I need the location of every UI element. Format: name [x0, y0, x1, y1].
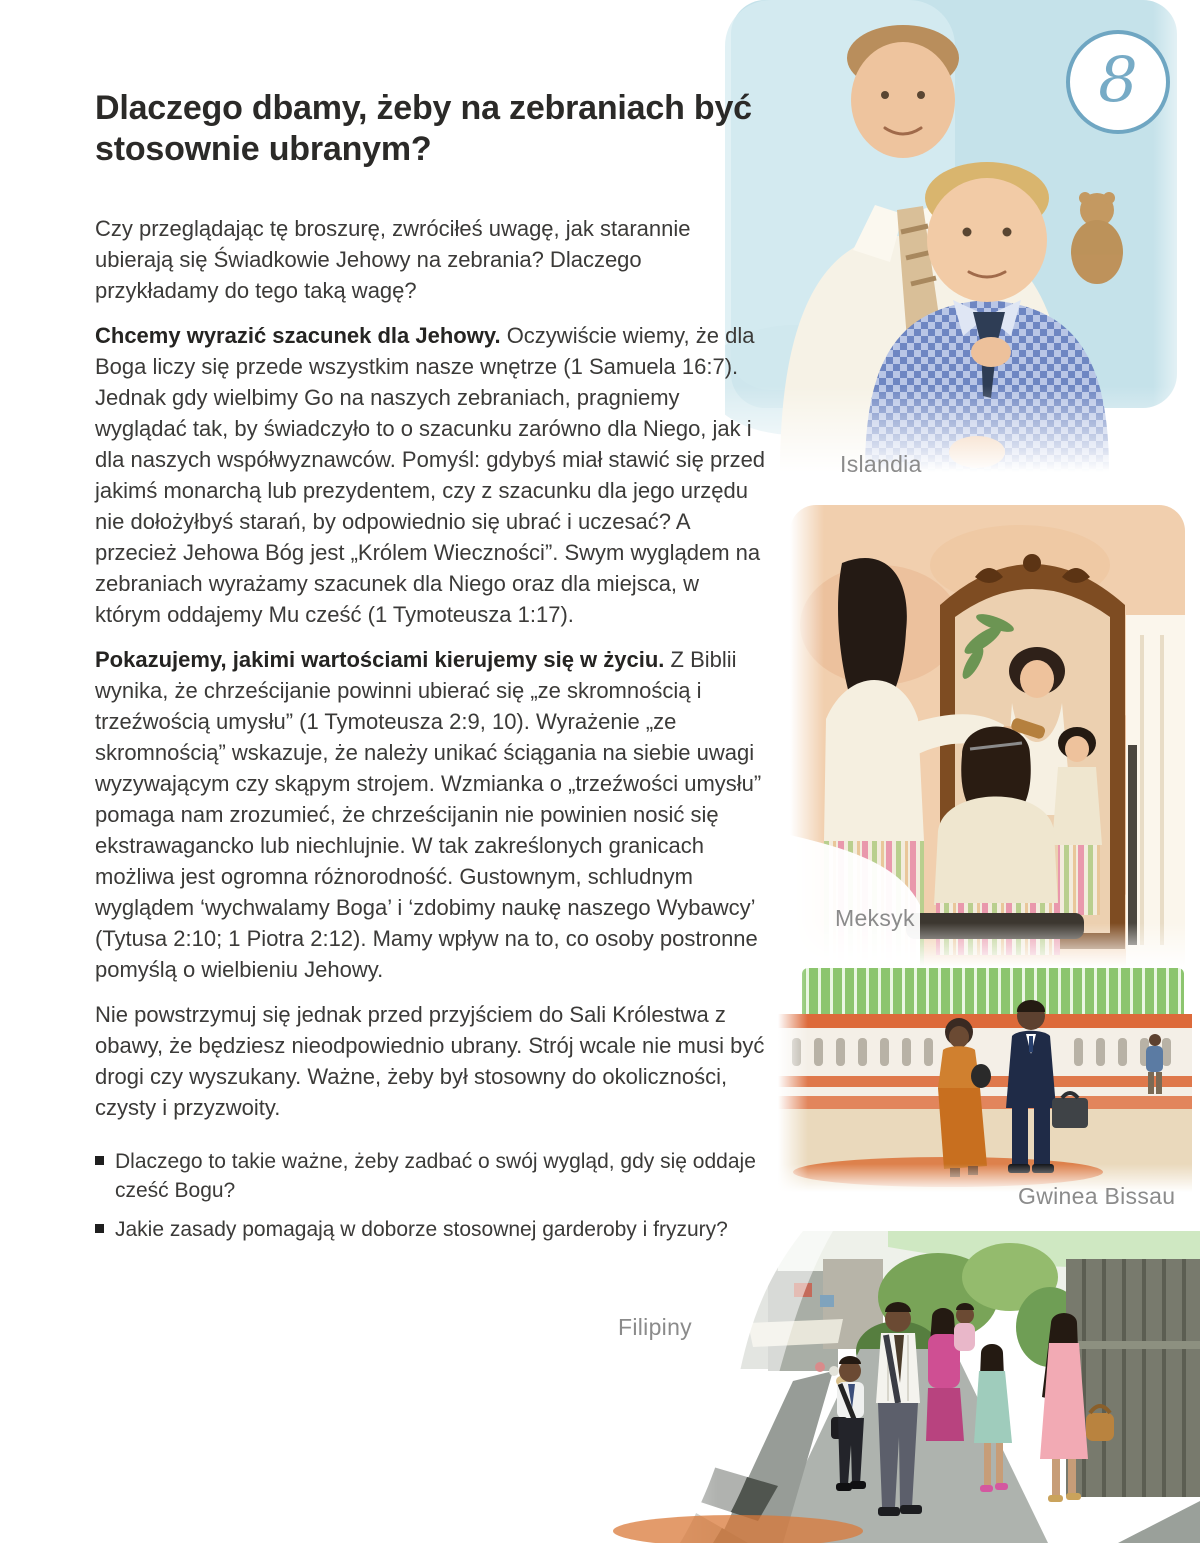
photo-filipiny — [598, 1231, 1200, 1543]
paragraph-encouragement — [95, 999, 767, 1123]
review-questions — [95, 1147, 767, 1244]
paragraph-text: Oczywiście wiemy, że dla Boga liczy się przede wszystkim nasze wnętrze (1 Samuela 16:7). Jednak gdy wielbimy Go na naszych zebraniach, pragniemy wyglądać tak, by świadczyło to o szacunku zarówno dla Niego, jak i dla naszych współwyznawców. Pomyśl: gdybyś miał stawić się przed jakimś monarchą lub prezydentem, czy z szacunku dla jego urzędu nie dołożyłbyś starań, by odpowiednio się ubrać i uczesać? A przecież Jehowa Bóg jest „Królem Wieczności”. Swym wyglądem na zebraniach wyrażamy szacunek dla Niego oraz dla miejsca, w którym oddajemy Mu cześć (1 Tymoteusza 1:17). — [95, 322, 766, 627]
review-question — [95, 1215, 767, 1244]
paragraph-text: Z Biblii wynika, że chrześcijanie powinni ubierać się „ze skromnością i trzeźwością umysłu” (1 Tymoteusza 2:9, 10). Wyrażenie „ze skromnością” wskazuje, że należy unikać ściągania na siebie uwagi wyzywającym czy skąpym strojem. Wzmianka o „trzeźwości umysłu” pomaga nam zrozumieć, że chrześcijanin nie powinien nosić się ekstrawagancko lub niechlujnie. W tak zakreślonych granicach możliwa jest ogromna różnorodność. Gustownym, schludnym wyglądem ‘wychwalamy Boga’ i ‘zdobimy naukę naszego Wybawcy’ (Tytusa 2:10; 1 Piotra 2:12). Mamy wpływ na to, co osoby postronne pomyślą o wielbieniu Jehowy. — [95, 646, 762, 982]
paragraph-text: Nie powstrzymuj się jednak przed przyjściem do Sali Królestwa z obawy, że będziesz nieodpowiednio ubrany. Strój wcale nie musi być drogi czy wyszukany. Ważne, żeby był stosowny do okoliczności, czysty i przyzwoity. — [95, 1001, 765, 1120]
article-text — [95, 88, 767, 1254]
paragraph-respect — [95, 320, 767, 630]
filipiny-photo-illustration — [598, 1231, 1200, 1543]
gwinea-photo-illustration — [778, 956, 1192, 1192]
photo-gwinea — [778, 956, 1192, 1192]
photo-caption-islandia: Islandia — [840, 451, 922, 477]
meksyk-photo-illustration — [790, 505, 1185, 967]
photo-meksyk — [790, 505, 1185, 967]
photo-caption-meksyk: Meksyk — [835, 905, 915, 931]
chapter-number: 8 — [1098, 43, 1138, 116]
paragraph-lead: Pokazujemy, jakimi wartościami kierujemy się w życiu. — [95, 646, 665, 672]
bullet-square-icon — [95, 1156, 104, 1165]
chapter-number-badge — [1066, 30, 1170, 134]
paragraph-lead: Chcemy wyrazić szacunek dla Jehowy. — [95, 322, 501, 348]
page-title: Dlaczego dbamy, żeby na zebraniach być stosownie ubranym? — [95, 89, 752, 169]
question-text: Jakie zasady pomagają w doborze stosownej garderoby i fryzury? — [115, 1217, 728, 1241]
photo-caption-filipiny: Filipiny — [618, 1314, 692, 1340]
review-question — [95, 1147, 767, 1205]
photo-caption-gwinea: Gwinea Bissau — [1018, 1183, 1176, 1209]
question-text: Dlaczego to takie ważne, żeby zadbać o swój wygląd, gdy się oddaje cześć Bogu? — [115, 1149, 756, 1202]
paragraph-text: Czy przeglądając tę broszurę, zwróciłeś uwagę, jak starannie ubierają się Świadkowie Jehowy na zebrania? Dlaczego przykładamy do tego taką wagę? — [95, 215, 691, 303]
paragraph-values — [95, 644, 767, 985]
bullet-square-icon — [95, 1224, 104, 1233]
intro-paragraph — [95, 213, 767, 306]
